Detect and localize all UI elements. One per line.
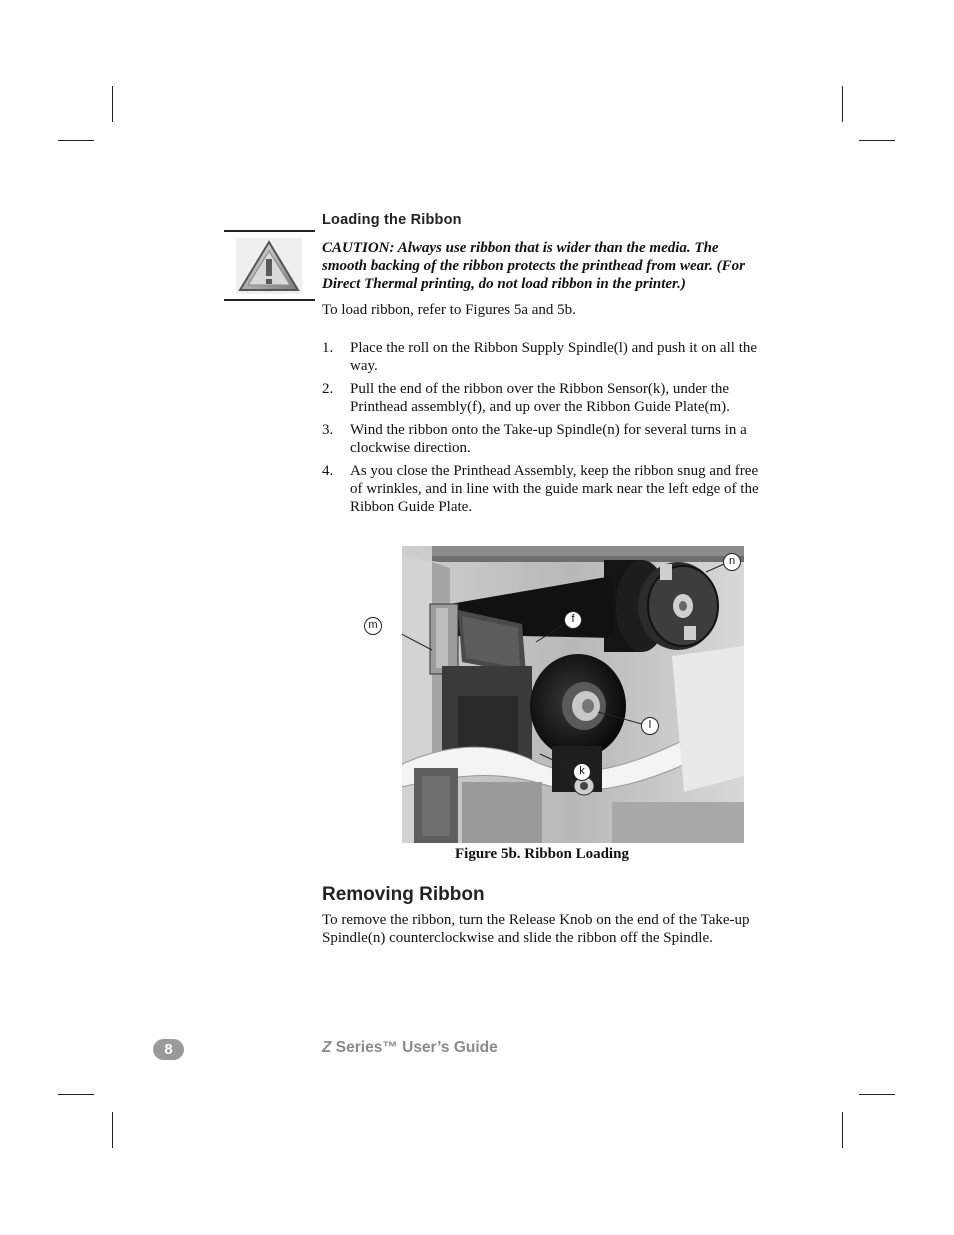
crop-mark: [842, 86, 843, 122]
callout-n: n: [723, 553, 741, 571]
intro-text: To load ribbon, refer to Figures 5a and 5b.: [322, 302, 576, 318]
footer-title: [322, 1039, 498, 1057]
callout-k: k: [573, 763, 591, 781]
callout-m: m: [364, 617, 382, 635]
printer-mechanism-illustration: [402, 546, 744, 843]
warning-triangle-icon: [236, 238, 302, 294]
crop-mark: [112, 1112, 113, 1148]
crop-mark: [58, 140, 94, 141]
step-text: Wind the ribbon onto the Take-up Spindle(n) for several turns in a clockwise direction.: [350, 422, 747, 456]
figure-caption: Figure 5b. Ribbon Loading: [455, 846, 629, 862]
step-text: Pull the end of the ribbon over the Ribbon Sensor(k), under the Printhead assembly(f), and up over the Ribbon Guide Plate(m).: [350, 381, 730, 415]
divider: [224, 299, 315, 301]
removing-heading: Removing Ribbon: [322, 884, 485, 905]
divider: [224, 230, 315, 232]
step-text: As you close the Printhead Assembly, keep the ribbon snug and free of wrinkles, and in line with the guide mark near the left edge of the Ribbon Guide Plate.: [350, 463, 759, 515]
ribbon-loading-figure: [402, 546, 744, 843]
list-item: [322, 462, 772, 516]
caution-icon-box: [224, 230, 315, 301]
crop-mark: [859, 140, 895, 141]
callout-l: l: [641, 717, 659, 735]
list-item: [322, 339, 772, 375]
step-number: 2.: [322, 381, 334, 397]
caution-text: CAUTION: Always use ribbon that is wider than the media. The smooth backing of the ribbon protects the printhead from wear. (For Direct Thermal printing, do not load ribbon in the printer.): [322, 240, 745, 292]
step-text: Place the roll on the Ribbon Supply Spindle(l) and push it on all the way.: [350, 340, 758, 374]
crop-mark: [112, 86, 113, 122]
list-item: [322, 421, 772, 457]
step-number: 4.: [322, 463, 334, 479]
crop-mark: [859, 1094, 895, 1095]
crop-mark: [58, 1094, 94, 1095]
callout-f: f: [564, 611, 582, 629]
list-item: [322, 380, 772, 416]
footer-brand: Z: [322, 1039, 332, 1056]
step-number: 3.: [322, 422, 334, 438]
step-number: 1.: [322, 340, 334, 356]
steps-list: [322, 339, 772, 521]
footer-title-rest: Series™ User’s Guide: [331, 1039, 498, 1056]
section-heading: Loading the Ribbon: [322, 212, 462, 228]
removing-text: To remove the ribbon, turn the Release Knob on the end of the Take-up Spindle(n) counterclockwise and slide the ribbon off the Spindle.: [322, 912, 750, 946]
crop-mark: [842, 1112, 843, 1148]
page-number-badge: 8: [153, 1039, 184, 1060]
